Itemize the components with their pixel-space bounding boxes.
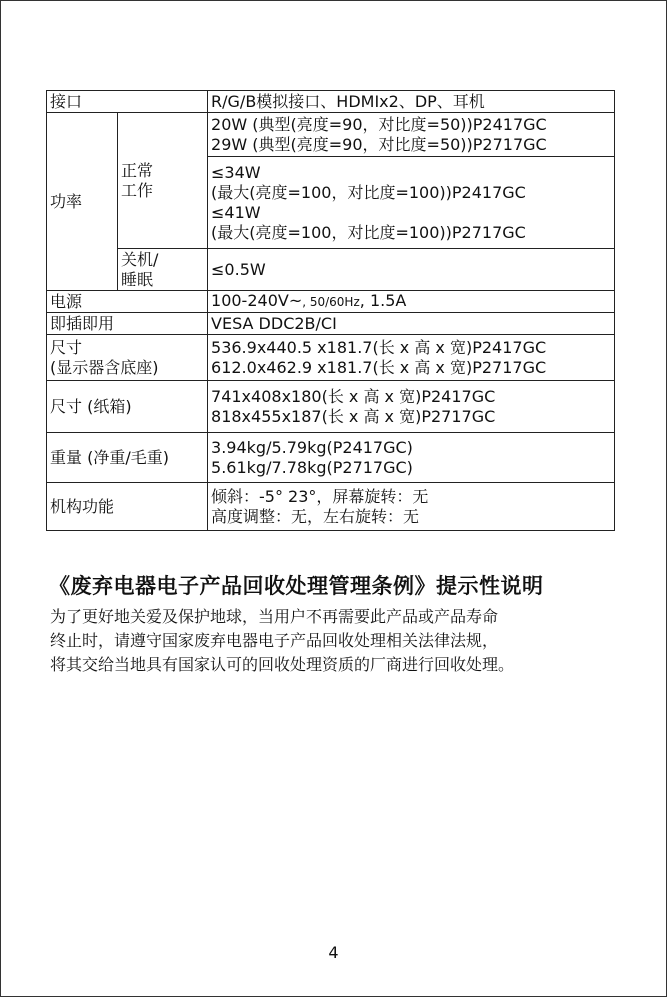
spec-label-dimensions-stand: [47, 335, 208, 381]
notice-line: 为了更好地关爱及保护地球，当用户不再需要此产品或产品寿命: [50, 607, 499, 626]
mechanism-line: 高度调整：无，左右旋转：无: [211, 506, 420, 526]
spec-label-dimensions-carton: 尺寸 (纸箱): [47, 381, 208, 433]
dimensions-stand-label-line: 尺寸: [50, 337, 83, 357]
weight-line: 3.94kg/5.79kg(P2417GC): [211, 437, 413, 457]
spec-label-weight: 重量 (净重/毛重): [47, 433, 208, 483]
spec-label-power-normal: [118, 113, 208, 249]
power-standby-label-line: 关机/: [121, 249, 159, 269]
spec-row-plug-play: [47, 313, 615, 335]
power-max-line: ≤34W: [211, 162, 261, 182]
spec-row-power-standby: [47, 249, 615, 291]
spec-row-dimensions-stand: [47, 335, 615, 381]
spec-value-weight: [208, 433, 615, 483]
spec-label-power: 功率: [47, 113, 118, 291]
spec-value-power-typical: [208, 113, 615, 157]
recycling-notice-body: [50, 605, 630, 677]
spec-value-dimensions-carton: [208, 381, 615, 433]
mechanism-line: 倾斜：-5° 23°，屏幕旋转：无: [211, 486, 429, 506]
spec-label-mechanism: 机构功能: [47, 483, 208, 531]
spec-value-dimensions-stand: [208, 335, 615, 381]
power-max-line: ≤41W: [211, 202, 261, 222]
recycling-notice-title: 《废弃电器电子产品回收处理管理条例》提示性说明: [49, 574, 544, 598]
spec-row-power-normal-typical: [47, 113, 615, 157]
notice-line: 将其交给当地具有国家认可的回收处理资质的厂商进行回收处理。: [50, 655, 515, 674]
spec-value-interface: R/G/B模拟接口、HDMIx2、DP、耳机: [208, 91, 615, 113]
dimensions-stand-line: 536.9x440.5 x181.7(长 x 高 x 宽)P2417GC: [211, 337, 547, 357]
page-number: 4: [328, 943, 339, 962]
dimensions-stand-label-line: (显示器含底座): [50, 357, 159, 377]
notice-line: 终止时，请遵守国家废弃电器电子产品回收处理相关法律法规，: [50, 631, 499, 650]
spec-value-power-standby: ≤0.5W: [208, 249, 615, 291]
power-source-voltage: 100-240V~: [211, 291, 303, 310]
spec-row-dimensions-carton: [47, 381, 615, 433]
power-normal-label-line: 正常: [121, 160, 154, 180]
spec-table: [46, 90, 615, 531]
spec-label-interface: 接口: [47, 91, 208, 113]
power-source-frequency: , 50/60Hz: [302, 295, 360, 309]
spec-label-plug-play: 即插即用: [47, 313, 208, 335]
power-typical-line: 29W (典型(亮度=90，对比度=50))P2717GC: [211, 134, 547, 154]
spec-value-mechanism: [208, 483, 615, 531]
power-normal-label-line: 工作: [121, 180, 154, 200]
power-max-line: (最大(亮度=100，对比度=100))P2717GC: [211, 222, 526, 242]
spec-row-weight: [47, 433, 615, 483]
spec-row-mechanism: [47, 483, 615, 531]
power-typical-line: 20W (典型(亮度=90，对比度=50))P2417GC: [211, 114, 547, 134]
power-source-current: , 1.5A: [359, 291, 407, 310]
power-standby-label-line: 睡眠: [121, 269, 154, 289]
spec-row-interface: [47, 91, 615, 113]
weight-line: 5.61kg/7.78kg(P2717GC): [211, 457, 413, 477]
spec-value-power-source: [208, 291, 615, 313]
dimensions-carton-line: 818x455x187(长 x 高 x 宽)P2717GC: [211, 406, 496, 426]
spec-row-power-source: [47, 291, 615, 313]
dimensions-carton-line: 741x408x180(长 x 高 x 宽)P2417GC: [211, 386, 496, 406]
spec-value-power-max: [208, 157, 615, 249]
spec-value-plug-play: VESA DDC2B/CI: [208, 313, 615, 335]
spec-label-power-source: 电源: [47, 291, 208, 313]
power-max-line: (最大(亮度=100，对比度=100))P2417GC: [211, 182, 526, 202]
dimensions-stand-line: 612.0x462.9 x181.7(长 x 高 x 宽)P2717GC: [211, 357, 547, 377]
spec-label-power-standby: [118, 249, 208, 291]
